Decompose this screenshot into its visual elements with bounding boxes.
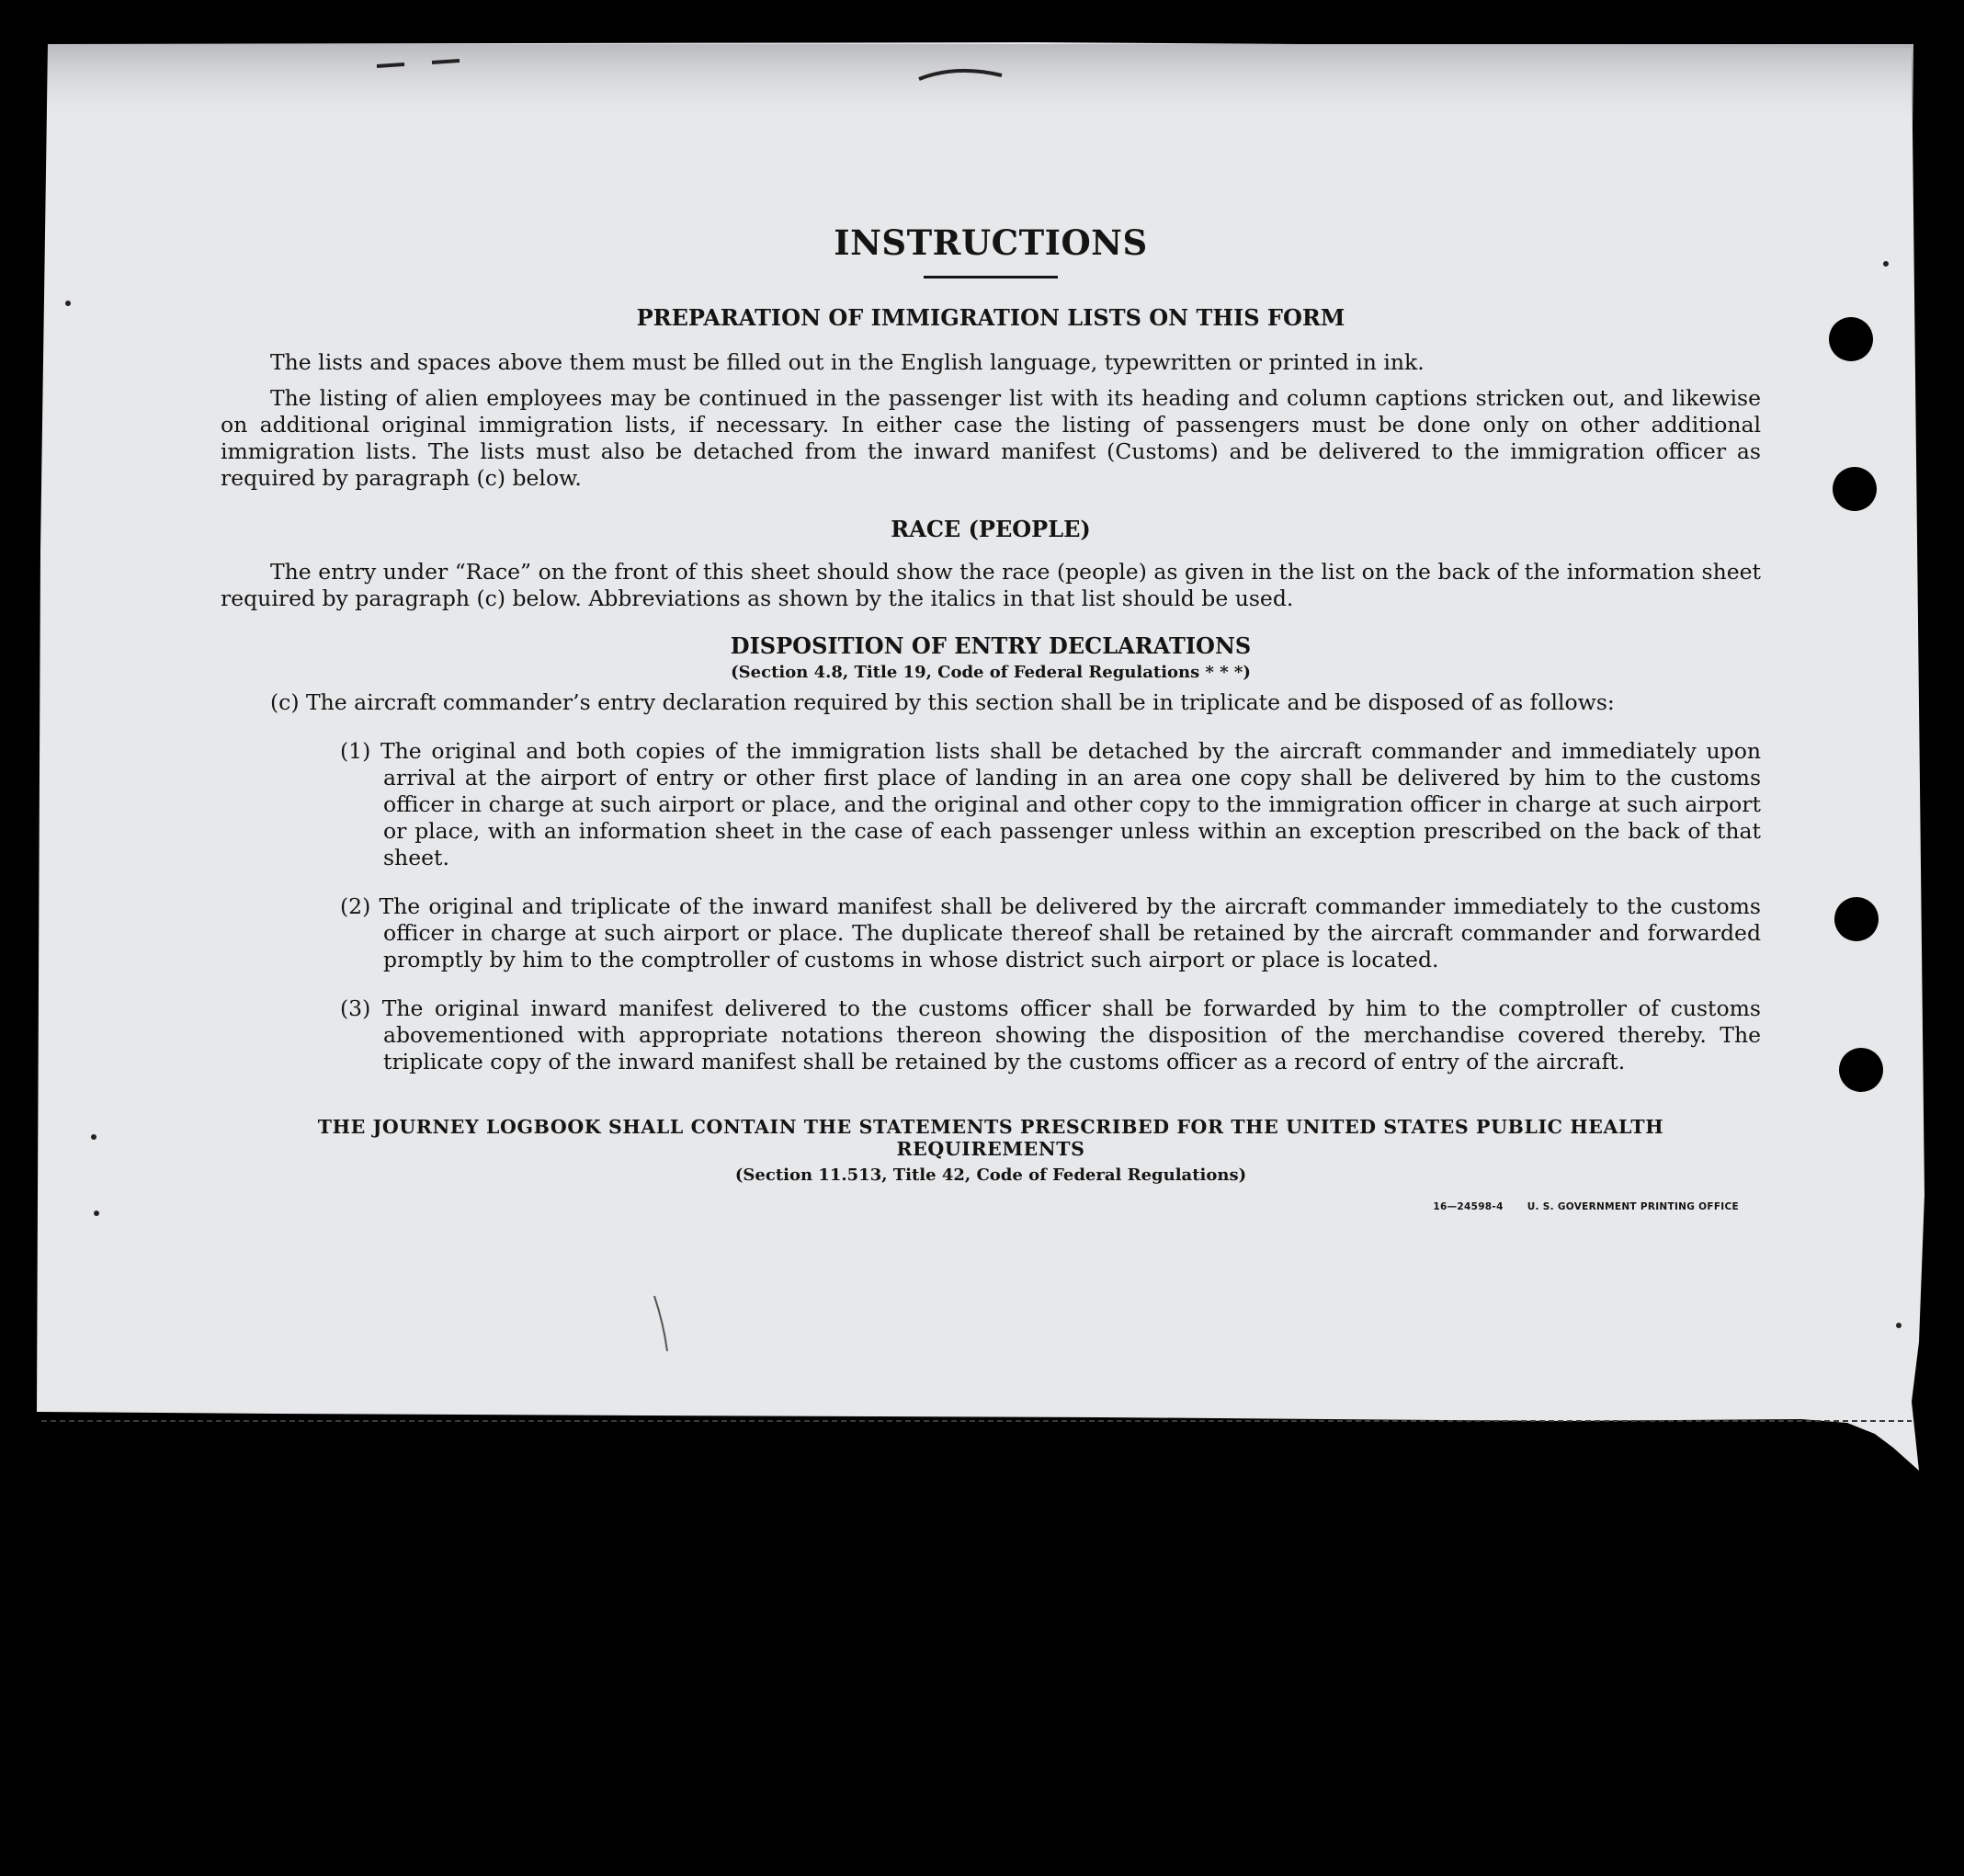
instructions-content [221,211,1761,1238]
form-number: 16—24598-4 [1433,1201,1504,1212]
punch-hole-4 [1839,1048,1883,1092]
speck [94,1211,99,1216]
section-heading-disposition: DISPOSITION OF ENTRY DECLARATIONS [730,632,1252,659]
section-heading-race: RACE (PEOPLE) [891,516,1091,542]
punch-hole-2 [1833,467,1877,511]
list-item-3: (3) The original inward manifest delivered to the customs officer shall be forwarded by him to the comptroller of customs abovementioned with appropriate notations thereon showing the disposition of the merchandise covered thereby. The triplicate copy of the inward manifest shall be retained by the customs officer as a record of entry of the aircraft. [340,995,1761,1074]
section-heading-preparation: PREPARATION OF IMMIGRATION LISTS ON THIS FORM [636,304,1345,331]
paragraph: The entry under “Race” on the front of this sheet should show the race (people) as given in the list on the back of the information sheet required by paragraph (c) below. Abbreviations as shown by the italics in that list should be used. [221,559,1761,611]
speck [91,1134,96,1140]
speck [65,301,71,306]
paragraph-c: (c) The aircraft commander’s entry declaration required by this section shall be in triplicate and be disposed of as follows: [270,689,1615,715]
page-title: INSTRUCTIONS [834,222,1148,263]
journey-logbook-statement: THE JOURNEY LOGBOOK SHALL CONTAIN THE STATEMENTS PRESCRIBED FOR THE UNITED STATES PUBLIC HEALTH REQUIREMENTS [317,1116,1664,1160]
title-underline [924,276,1058,279]
speck [1883,261,1889,267]
journey-logbook-citation: (Section 11.513, Title 42, Code of Federal Regulations) [734,1165,1247,1185]
printer-name: U. S. GOVERNMENT PRINTING OFFICE [1527,1201,1739,1212]
paragraph: The listing of alien employees may be continued in the passenger list with its heading and column captions stricken out, and likewise on additional original immigration lists, if necessary. In either case the listing of passengers must be done only on other additional immigration lists. The lists must also be detached from the inward manifest (Customs) and be delivered to the immigration officer as required by paragraph (c) below. [221,385,1761,491]
punch-hole-3 [1834,897,1879,941]
punch-hole-1 [1829,317,1873,361]
printer-line [221,1201,1761,1238]
speck [1896,1323,1902,1328]
edge-mark [377,64,404,66]
section-citation: (Section 4.8, Title 19, Code of Federal Regulations * * *) [731,663,1251,682]
list-item-1: (1) The original and both copies of the immigration lists shall be detached by the aircraft commander and immediately upon arrival at the airport of entry or other first place of landing in an area one copy shall be delivered by him to the customs officer in charge at such airport or place, and the original and other copy to the immigration officer in charge at such airport or place, with an information sheet in the case of each passenger unless within an exception prescribed on the back of that sheet. [340,738,1761,870]
paragraph: The lists and spaces above them must be filled out in the English language, typewritten or printed in ink. [270,349,1425,375]
list-item-2: (2) The original and triplicate of the inward manifest shall be delivered by the aircraft commander immediately to the customs officer in charge at such airport or place. The duplicate thereof shall be retained by the aircraft commander and forwarded promptly by him to the comptroller of customs in whose district such airport or place is located. [340,893,1761,972]
edge-mark [432,61,460,63]
top-fold-shadow [48,44,1913,127]
printer-imprint [1433,1201,1739,1212]
